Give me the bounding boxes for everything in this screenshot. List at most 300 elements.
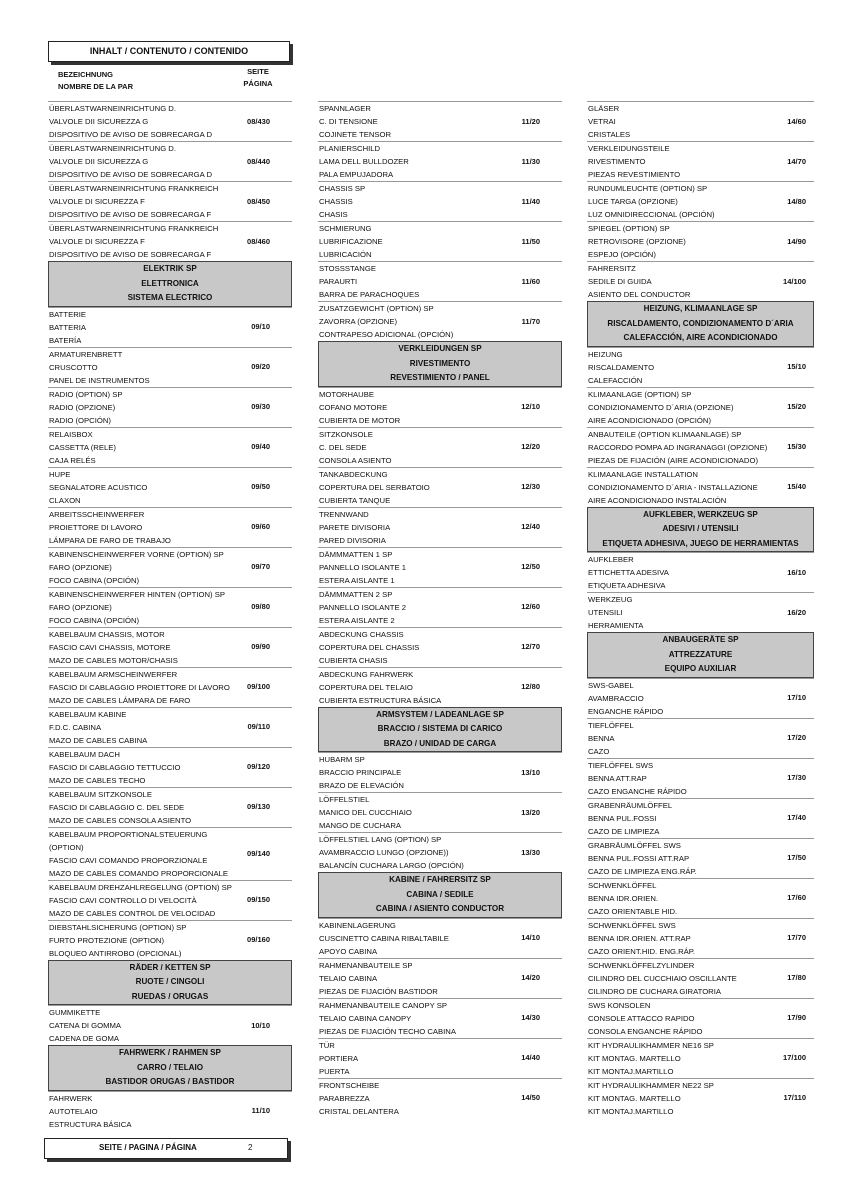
entry-name-line: PIEZAS DE FIJACIÓN BASTIDOR	[319, 986, 438, 996]
entry-name-line: CRISTALES	[588, 130, 631, 139]
entry-name-line: BATERÍA	[49, 335, 82, 345]
entry-name-line: AUTOTELAIO	[49, 1106, 98, 1116]
entry-name-line: HUBARM SP	[319, 755, 365, 764]
entry-page-number: 13/20	[521, 807, 540, 817]
entry-name-line: CUBIERTA DE MOTOR	[319, 415, 401, 425]
entry-page-number: 13/10	[521, 767, 540, 777]
entry-name-line: SPIEGEL (OPTION) SP	[588, 224, 670, 233]
entry-name-line: CHASSIS	[319, 197, 353, 206]
entry-name-line: RACCORDO POMPA AD INGRANAGGI (OPZIONE)	[588, 442, 768, 452]
entry-name-line: PANNELLO ISOLANTE 2	[319, 602, 407, 612]
entry-page-number: 11/70	[521, 316, 540, 326]
section-header	[48, 1045, 292, 1091]
toc-entry	[318, 1078, 562, 1118]
entry-name-line: STOSSSTANGE	[319, 264, 376, 273]
entry-name-line: RADIO (OPZIONE)	[49, 402, 116, 412]
entry-name-line: KIT HYDRAULIKHAMMER NE16 SP	[588, 1040, 714, 1050]
entry-name-line: RETROVISORE (OPZIONE)	[588, 237, 686, 246]
toc-entry	[48, 181, 292, 221]
entry-name-line: CONSOLE ATTACCO RAPIDO	[588, 1013, 695, 1023]
toc-entry	[318, 547, 562, 587]
section-header-line: RISCALDAMENTO, CONDIZIONAMENTO D´ARIA	[607, 318, 794, 328]
toc-entry	[587, 592, 814, 632]
toc-entry	[587, 141, 814, 181]
entry-name-line: KABELBAUM ARMSCHEINWERFER	[49, 669, 178, 679]
entry-name-line: FOCO CABINA (OPCIÓN)	[49, 575, 140, 585]
toc-entry	[318, 261, 562, 301]
toc-entry	[48, 747, 292, 787]
entry-page-number: 09/120	[247, 762, 270, 772]
entry-name-line: ARBEITSSCHEINWERFER	[49, 509, 145, 519]
entry-name-line: CAZO DE LIMPIEZA	[588, 826, 660, 836]
toc-entry	[587, 552, 814, 592]
entry-name-line: CATENA DI GOMMA	[49, 1021, 122, 1030]
toc-entry	[318, 667, 562, 707]
entry-name-line: MAZO DE CABLES CABINA	[49, 735, 148, 745]
entry-name-line: KABINENSCHEINWERFER VORNE (OPTION) SP	[49, 549, 224, 559]
entry-name-line: BENNA IDR.ORIEN.	[588, 893, 659, 903]
entry-name-line: TÜR	[319, 1040, 335, 1050]
entry-name-line: COPERTURA DEL TELAIO	[319, 682, 413, 692]
entry-page-number: 17/90	[787, 1013, 806, 1023]
section-header-line: SISTEMA ELECTRICO	[127, 293, 213, 302]
entry-name-line: CUBIERTA CHASIS	[319, 655, 388, 665]
entry-name-line: CUBIERTA TANQUE	[319, 495, 391, 505]
entry-name-line: PARETE DIVISORIA	[319, 522, 391, 532]
entry-page-number: 14/60	[787, 116, 806, 126]
entry-name-line: C. DEL SEDE	[319, 442, 367, 452]
entry-page-number: 09/140	[247, 848, 270, 858]
entry-name-line: SEGNALATORE ACUSTICO	[49, 482, 148, 492]
entry-name-line: BLOQUEO ANTIRROBO (OPCIONAL)	[49, 948, 182, 958]
toc-entry	[318, 301, 562, 341]
entry-page-number: 16/20	[787, 607, 806, 617]
entry-name-line: DISPOSITIVO DE AVISO DE SOBRECARGA D	[49, 170, 213, 179]
entry-page-number: 08/450	[247, 196, 270, 206]
entry-page-number: 11/20	[521, 116, 540, 126]
toc-entry	[587, 261, 814, 301]
toc-entry	[587, 958, 814, 998]
entry-name-line: MAZO DE CABLES COMANDO PROPORCIONALE	[49, 868, 228, 878]
entry-name-line: FARO (OPZIONE)	[49, 562, 112, 572]
section-header-line: RUEDAS / ORUGAS	[131, 991, 209, 1001]
entry-name-line: ÜBERLASTWARNEINRICHTUNG FRANKREICH	[49, 224, 219, 233]
entry-name-line: WERKZEUG	[588, 595, 633, 604]
entry-name-line: LÖFFELSTIEL LANG (OPTION) SP	[319, 835, 442, 844]
toc-entry	[48, 787, 292, 827]
entry-name-line: TELAIO CABINA CANOPY	[319, 1013, 412, 1023]
toc-entry	[48, 141, 292, 181]
entry-name-line: HEIZUNG	[588, 349, 623, 359]
entry-name-line: PLANIERSCHILD	[319, 144, 381, 153]
section-header-line: CABINA / ASIENTO CONDUCTOR	[375, 904, 505, 913]
toc-entry	[48, 101, 292, 141]
toc-entry	[318, 832, 562, 872]
entry-name-line: CAZO ORIENT.HID. ENG.RÁP.	[588, 946, 696, 956]
entry-page-number: 12/60	[521, 602, 540, 612]
entry-name-line: HUPE	[49, 469, 71, 479]
toc-entry	[48, 427, 292, 467]
entry-page-number: 16/10	[787, 567, 806, 577]
entry-name-line: KABELBAUM DREHZAHLREGELUNG (OPTION) SP	[49, 882, 232, 892]
section-header-line: ARMSYSTEM / LADEANLAGE SP	[376, 709, 504, 719]
entry-name-line: AUFKLEBER	[588, 555, 634, 564]
entry-name-line: ESTERA AISLANTE 1	[319, 575, 395, 585]
column-header-page	[240, 66, 276, 90]
toc-entry	[48, 307, 292, 347]
entry-page-number: 09/40	[251, 442, 270, 452]
entry-name-line: SWS-GABEL	[588, 680, 634, 690]
entry-name-line: ESTERA AISLANTE 2	[319, 615, 395, 625]
toc-entry	[587, 1078, 814, 1118]
toc-entry	[48, 347, 292, 387]
entry-name-line: PARAURTI	[319, 277, 358, 286]
entry-name-line: SCHWENKLÖFFEL	[588, 880, 657, 890]
entry-name-line: MOTORHAUBE	[319, 389, 374, 399]
entry-name-line: MAZO DE CABLES LÁMPARA DE FARO	[49, 695, 191, 705]
toc-entry	[48, 387, 292, 427]
section-header	[48, 261, 292, 307]
entry-name-line: COPERTURA DEL CHASSIS	[319, 642, 420, 652]
section-header-line: ETIQUETA ADHESIVA, JUEGO DE HERRAMIENTAS	[602, 538, 799, 548]
entry-name-line: BATTERIA	[49, 322, 87, 332]
entry-page-number: 17/30	[787, 773, 806, 783]
entry-name-line: AIRE ACONDICIONADO (OPCIÓN)	[588, 415, 712, 425]
section-header-line: RUOTE / CINGOLI	[135, 977, 205, 986]
entry-name-line: VALVOLE DI SICUREZZA F	[49, 237, 145, 246]
entry-name-line: GUMMIKETTE	[49, 1008, 101, 1017]
toc-entry	[318, 181, 562, 221]
entry-page-number: 11/40	[521, 196, 540, 206]
entry-page-number: 17/100	[783, 1053, 806, 1063]
toc-entry	[48, 827, 292, 880]
toc-entry	[48, 707, 292, 747]
entry-name-line: SCHWENKLÖFFELZYLINDER	[588, 960, 695, 970]
entry-page-number: 14/100	[783, 276, 806, 286]
entry-name-line: PANNELLO ISOLANTE 1	[319, 562, 407, 572]
column-header-designation	[58, 69, 133, 93]
entry-page-number: 14/70	[787, 156, 806, 166]
entry-name-line: PIEZAS REVESTIMIENTO	[588, 170, 681, 179]
entry-name-line: CUBIERTA ESTRUCTURA BÁSICA	[319, 695, 442, 705]
entry-page-number: 09/110	[247, 722, 270, 732]
entry-name-line: DÄMMMATTEN 2 SP	[319, 589, 393, 599]
entry-page-number: 17/40	[787, 813, 806, 823]
entry-name-line: FAHRWERK	[49, 1093, 93, 1103]
entry-name-line: BENNA	[588, 733, 615, 743]
entry-name-line: BENNA PUL.FOSSI ATT.RAP	[588, 853, 690, 863]
entry-page-number: 09/160	[247, 935, 270, 945]
entry-name-line: TELAIO CABINA	[319, 973, 378, 983]
entry-name-line: PUERTA	[319, 1066, 350, 1076]
section-header	[318, 341, 562, 387]
toc-entry	[48, 1005, 292, 1045]
entry-name-line: CONTRAPESO ADICIONAL (OPCIÓN)	[319, 330, 454, 339]
entry-page-number: 17/50	[787, 853, 806, 863]
entry-page-number: 17/60	[787, 893, 806, 903]
toc-entry	[318, 387, 562, 427]
entry-name-line: CALEFACCIÓN	[588, 375, 643, 385]
entry-name-line: VERKLEIDUNGSTEILE	[588, 144, 670, 153]
entry-name-line: ÜBERLASTWARNEINRICHTUNG D.	[49, 144, 176, 153]
toc-entry	[318, 918, 562, 958]
entry-page-number: 17/80	[787, 973, 806, 983]
section-header	[587, 301, 814, 347]
entry-name-line: KABELBAUM DACH	[49, 749, 120, 759]
toc-column-1	[48, 101, 292, 1131]
entry-name-line: FOCO CABINA (OPCIÓN)	[49, 615, 140, 625]
entry-name-line: SPANNLAGER	[319, 104, 371, 113]
toc-entry	[587, 467, 814, 507]
entry-name-line: VALVOLE DII SICUREZZA G	[49, 157, 149, 166]
entry-page-number: 08/440	[247, 156, 270, 166]
entry-name-line: BALANCÍN CUCHARA LARGO (OPCIÓN)	[319, 861, 464, 870]
entry-page-number: 15/10	[787, 362, 806, 372]
section-header	[48, 960, 292, 1006]
entry-name-line: LUBRICACIÓN	[319, 250, 372, 259]
entry-name-line: RADIO (OPCIÓN)	[49, 415, 111, 425]
entry-name-line: ARMATURENBRETT	[49, 349, 123, 359]
entry-name-line: UTENSILI	[588, 608, 623, 617]
entry-name-line: LAMA DELL BULLDOZER	[319, 157, 409, 166]
entry-name-line: CAZO ENGANCHE RÁPIDO	[588, 786, 687, 796]
entry-name-line: RAHMENANBAUTEILE CANOPY SP	[319, 1000, 448, 1010]
section-header-line: FAHRWERK / RAHMEN SP	[119, 1048, 221, 1057]
entry-name-line: COFANO MOTORE	[319, 402, 388, 412]
toc-entry	[48, 547, 292, 587]
entry-name-line: MAZO DE CABLES CONTROL DE VELOCIDAD	[49, 908, 216, 918]
entry-name-line: BENNA IDR.ORIEN. ATT.RAP	[588, 933, 691, 943]
entry-name-line: ESPEJO (OPCIÓN)	[588, 250, 656, 259]
toc-entry	[48, 507, 292, 547]
entry-name-line: KIT MONTAJ.MARTILLO	[588, 1066, 674, 1076]
section-header-line: RIVESTIMENTO	[409, 358, 471, 368]
entry-name-line: ABDECKUNG FAHRWERK	[319, 669, 414, 679]
section-header-line: VERKLEIDUNGEN SP	[398, 344, 482, 353]
entry-name-line: ÜBERLASTWARNEINRICHTUNG D.	[49, 104, 176, 113]
toc-entry	[587, 387, 814, 427]
toc-entry	[587, 221, 814, 261]
entry-page-number: 11/60	[521, 276, 540, 286]
toc-entry	[48, 587, 292, 627]
entry-name-line: SITZKONSOLE	[319, 429, 373, 439]
entry-name-line: PIEZAS DE FIJACIÓN (AIRE ACONDICIONADO)	[588, 455, 758, 465]
entry-name-line: TIEFLÖFFEL	[588, 720, 634, 730]
entry-page-number: 12/30	[521, 482, 540, 492]
entry-page-number: 14/80	[787, 196, 806, 206]
entry-name-line: KABELBAUM KABINE	[49, 709, 127, 719]
footer-page-label: SEITE / PAGINA / PÁGINA	[99, 1143, 197, 1152]
toc-entry	[318, 587, 562, 627]
entry-page-number: 14/20	[521, 973, 540, 983]
toc-entry	[48, 627, 292, 667]
entry-name-line: RIVESTIMENTO	[588, 157, 646, 166]
entry-page-number: 09/60	[251, 522, 270, 532]
entry-name-line: TIEFLÖFFEL SWS	[588, 760, 654, 770]
section-header-line: HEIZUNG, KLIMAANLAGE SP	[643, 304, 758, 313]
section-header-line: RÄDER / KETTEN SP	[129, 962, 211, 972]
column-header-page-line: PÁGINA	[243, 79, 273, 88]
section-header-line: ANBAUGERÄTE SP	[662, 635, 739, 644]
entry-page-number: 14/40	[521, 1053, 540, 1063]
section-header-line: BASTIDOR ORUGAS / BASTIDOR	[105, 1077, 235, 1086]
toc-entry	[587, 427, 814, 467]
entry-name-line: KIT MONTAG. MARTELLO	[588, 1093, 681, 1103]
entry-page-number: 10/10	[251, 1020, 270, 1030]
toc-entry	[587, 718, 814, 758]
entry-name-line: FASCIO DI CABLAGGIO C. DEL SEDE	[49, 802, 185, 812]
entry-name-line: KABELBAUM PROPORTIONALSTEUERUNG	[49, 829, 208, 839]
section-header	[587, 507, 814, 553]
entry-name-line: (OPTION)	[49, 842, 84, 852]
entry-name-line: PALA EMPUJADORA	[319, 170, 394, 179]
entry-page-number: 17/70	[787, 933, 806, 943]
entry-page-number: 17/10	[787, 693, 806, 703]
contents-title: INHALT / CONTENUTO / CONTENIDO	[48, 41, 290, 62]
toc-entry	[587, 878, 814, 918]
column-header-designation-line: BEZEICHNUNG	[58, 70, 114, 79]
entry-name-line: SCHMIERUNG	[319, 224, 372, 233]
section-header-line: ELEKTRIK SP	[143, 264, 197, 273]
entry-name-line: COPERTURA DEL SERBATOIO	[319, 482, 430, 492]
entry-name-line: PARABREZZA	[319, 1093, 370, 1103]
toc-entry	[318, 792, 562, 832]
entry-name-line: RELAISBOX	[49, 429, 93, 439]
entry-name-line: CAZO ORIENTABLE HID.	[588, 906, 678, 916]
page-footer	[44, 1138, 288, 1159]
toc-entry	[587, 347, 814, 387]
section-header-line: CABINA / SEDILE	[406, 889, 474, 899]
entry-name-line: CAZO	[588, 746, 610, 756]
footer-page-number: 2	[248, 1143, 253, 1152]
entry-page-number: 14/50	[521, 1093, 540, 1103]
entry-name-line: FASCIO DI CABLAGGIO TETTUCCIO	[49, 762, 181, 772]
entry-name-line: CONSOLA ENGANCHE RÁPIDO	[588, 1026, 703, 1036]
toc-entry	[318, 467, 562, 507]
section-header-line: BRAZO / UNIDAD DE CARGA	[383, 738, 497, 748]
entry-name-line: ASIENTO DEL CONDUCTOR	[588, 290, 691, 299]
entry-name-line: DISPOSITIVO DE AVISO DE SOBRECARGA D	[49, 130, 213, 139]
entry-name-line: KABINENSCHEINWERFER HINTEN (OPTION) SP	[49, 589, 225, 599]
section-header-line: CALEFACCIÓN, AIRE ACONDICIONADO	[623, 333, 778, 342]
entry-page-number: 11/30	[521, 156, 540, 166]
entry-page-number: 09/30	[251, 402, 270, 412]
toc-entry	[318, 627, 562, 667]
entry-name-line: DISPOSITIVO DE AVISO DE SOBRECARGA F	[49, 250, 212, 259]
section-header-line: KABINE / FAHRERSITZ SP	[389, 875, 491, 884]
entry-name-line: BARRA DE PARACHOQUES	[319, 290, 420, 299]
toc-entry	[318, 752, 562, 792]
toc-entry	[587, 678, 814, 718]
toc-entry	[318, 101, 562, 141]
entry-name-line: CILINDRO DEL CUCCHIAIO OSCILLANTE	[588, 973, 737, 983]
entry-name-line: KABELBAUM SITZKONSOLE	[49, 789, 152, 799]
entry-name-line: HERRAMIENTA	[588, 621, 644, 630]
entry-page-number: 14/30	[521, 1013, 540, 1023]
entry-name-line: MANICO DEL CUCCHIAIO	[319, 808, 412, 817]
entry-page-number: 17/20	[787, 733, 806, 743]
entry-page-number: 09/150	[247, 895, 270, 905]
entry-name-line: BENNA PUL.FOSSI	[588, 813, 657, 823]
section-header-line: BRACCIO / SISTEMA DI CARICO	[377, 724, 503, 733]
column-header-designation-line: NOMBRE DE LA PAR	[58, 82, 133, 91]
entry-name-line: PROIETTORE DI LAVORO	[49, 522, 143, 532]
toc-entry	[318, 221, 562, 261]
entry-name-line: RAHMENANBAUTEILE SP	[319, 960, 413, 970]
entry-name-line: KIT MONTAG. MARTELLO	[588, 1053, 681, 1063]
entry-page-number: 12/70	[521, 642, 540, 652]
entry-name-line: PANEL DE INSTRUMENTOS	[49, 375, 150, 385]
entry-page-number: 14/10	[521, 933, 540, 943]
entry-name-line: ABDECKUNG CHASSIS	[319, 629, 404, 639]
entry-name-line: MAZO DE CABLES TECHO	[49, 775, 146, 785]
entry-name-line: CONDIZIONAMENTO D´ARIA - INSTALLAZIONE	[588, 482, 758, 492]
entry-name-line: FARO (OPZIONE)	[49, 602, 112, 612]
entry-name-line: C. DI TENSIONE	[319, 117, 378, 126]
entry-name-line: DISPOSITIVO DE AVISO DE SOBRECARGA F	[49, 210, 212, 219]
entry-name-line: DÄMMMATTEN 1 SP	[319, 549, 393, 559]
entry-page-number: 08/430	[247, 116, 270, 126]
entry-name-line: BRACCIO PRINCIPALE	[319, 768, 402, 777]
entry-name-line: LUCE TARGA (OPZIONE)	[588, 197, 678, 206]
entry-name-line: CAZO DE LIMPIEZA ENG.RÁP.	[588, 866, 697, 876]
entry-name-line: ANBAUTEILE (OPTION KLIMAANLAGE) SP	[588, 429, 742, 439]
entry-page-number: 11/10	[251, 1106, 270, 1116]
entry-name-line: CONSOLA ASIENTO	[319, 455, 392, 465]
toc-column-2	[318, 101, 562, 1118]
toc-entry	[48, 880, 292, 920]
entry-name-line: CILINDRO DE CUCHARA GIRATORIA	[588, 986, 721, 996]
entry-name-line: PORTIERA	[319, 1053, 359, 1063]
entry-page-number: 09/90	[251, 642, 270, 652]
entry-name-line: AVAMBRACCIO LUNGO (OPZIONE))	[319, 848, 449, 857]
entry-name-line: APOYO CABINA	[319, 946, 378, 956]
entry-name-line: RISCALDAMENTO	[588, 362, 655, 372]
entry-page-number: 15/20	[787, 402, 806, 412]
entry-name-line: CONDIZIONAMENTO D´ARIA (OPZIONE)	[588, 402, 734, 412]
toc-entry	[318, 998, 562, 1038]
entry-name-line: KLIMAANLAGE INSTALLATION	[588, 469, 698, 479]
section-header	[318, 707, 562, 753]
entry-name-line: CAJA RELÉS	[49, 455, 96, 465]
entry-name-line: BENNA ATT.RAP	[588, 773, 647, 783]
entry-page-number: 09/80	[251, 602, 270, 612]
toc-entry	[587, 1038, 814, 1078]
toc-entry	[48, 221, 292, 261]
entry-name-line: ÜBERLASTWARNEINRICHTUNG FRANKREICH	[49, 184, 219, 193]
entry-name-line: LUZ OMNIDIRECCIONAL (OPCIÓN)	[588, 210, 715, 219]
entry-name-line: ESTRUCTURA BÁSICA	[49, 1119, 132, 1129]
entry-name-line: CADENA DE GOMA	[49, 1034, 120, 1043]
entry-name-line: ENGANCHE RÁPIDO	[588, 706, 664, 716]
toc-entry	[48, 1091, 292, 1131]
entry-name-line: FAHRERSITZ	[588, 264, 636, 273]
entry-name-line: ETTICHETTA ADESIVA	[588, 568, 669, 577]
section-header-line: EQUIPO AUXILIAR	[664, 664, 737, 673]
entry-name-line: CHASIS	[319, 210, 348, 219]
toc-entry	[587, 798, 814, 838]
section-header-line: AUFKLEBER, WERKZEUG SP	[643, 509, 758, 519]
entry-page-number: 14/90	[787, 236, 806, 246]
entry-name-line: LÁMPARA DE FARO DE TRABAJO	[49, 535, 171, 545]
entry-name-line: ZUSATZGEWICHT (OPTION) SP	[319, 304, 434, 313]
entry-name-line: SCHWENKLÖFFEL SWS	[588, 920, 676, 930]
entry-name-line: COJINETE TENSOR	[319, 130, 392, 139]
entry-name-line: PARED DIVISORIA	[319, 535, 386, 545]
entry-page-number: 09/100	[247, 682, 270, 692]
entry-name-line: PIEZAS DE FIJACIÓN TECHO CABINA	[319, 1026, 456, 1036]
entry-name-line: GRABENRÄUMLÖFFEL	[588, 800, 673, 810]
